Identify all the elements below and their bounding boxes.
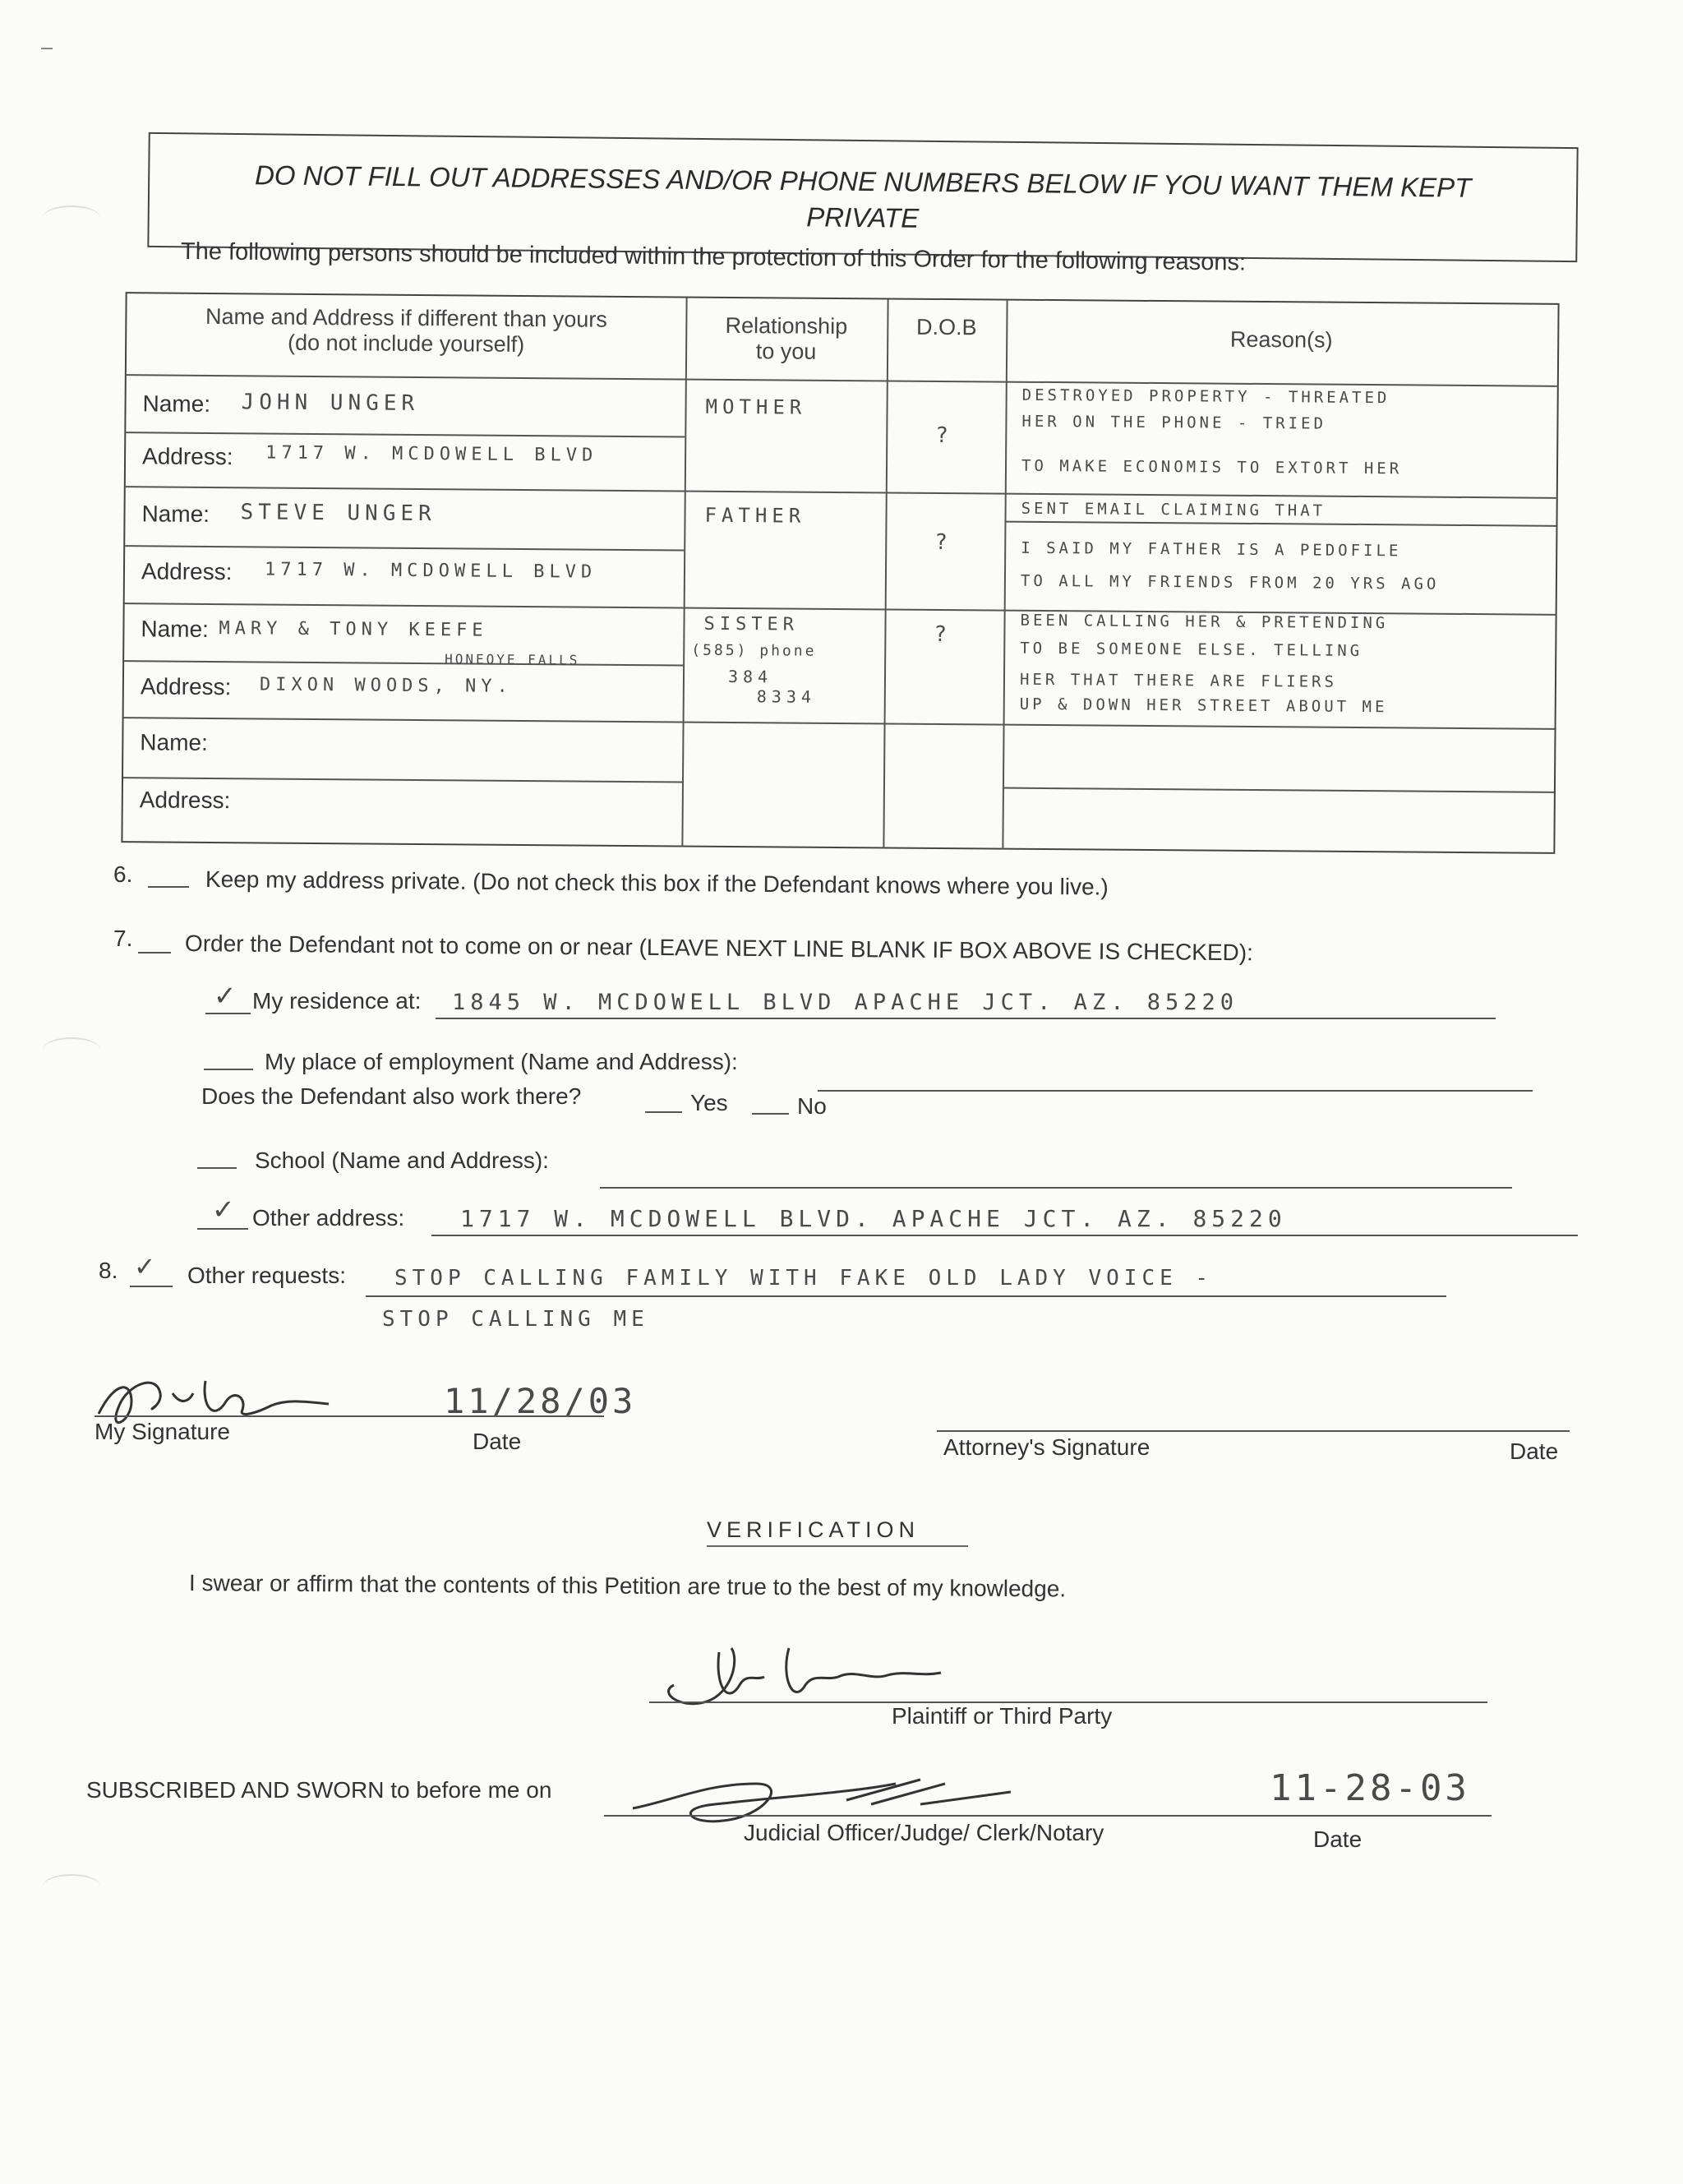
dob-value: ?	[934, 621, 952, 648]
no-line[interactable]	[752, 1113, 789, 1115]
reason-line: TO BE SOMEONE ELSE. TELLING	[1020, 639, 1363, 660]
item-7-checkbox-line[interactable]	[138, 952, 171, 953]
header-name-address: Name and Address if different than yours (do not include yourself)	[205, 303, 607, 357]
privacy-notice-line-2: PRIVATE	[806, 201, 920, 233]
item-6-text: Keep my address private. (Do not check this box if the Defendant knows where you live.)	[205, 866, 1109, 900]
yes-label: Yes	[690, 1090, 728, 1115]
reason-line: HER THAT THERE ARE FLIERS	[1019, 670, 1338, 691]
other-address-label: Other address:	[252, 1205, 405, 1231]
item-6-checkbox-line[interactable]	[148, 886, 189, 888]
name-label: Name:	[142, 390, 211, 417]
relationship-phone-note: (585) phone	[691, 641, 817, 660]
verification-title-underline	[707, 1545, 968, 1547]
yes-line[interactable]	[645, 1111, 682, 1113]
scan-mark	[41, 48, 53, 49]
reason-line: HER ON THE PHONE - TRIED	[1021, 412, 1327, 433]
relationship-value: FATHER	[704, 503, 806, 528]
protected-person-address: 1717 W. MCDOWELL BLVD	[264, 559, 597, 583]
protection-intro: The following persons should be included within the protection of this Order for the following reasons:	[180, 238, 1247, 276]
my-signature-line[interactable]	[95, 1415, 604, 1417]
judicial-officer-label: Judicial Officer/Judge/ Clerk/Notary	[744, 1820, 1104, 1845]
protected-person-address: 1717 W. MCDOWELL BLVD	[265, 442, 598, 466]
item-8-check-line[interactable]	[130, 1286, 173, 1287]
relationship-phone-part: 384	[727, 666, 773, 687]
name-label: Name:	[140, 729, 208, 755]
residence-check-mark: ✓	[215, 977, 239, 1013]
protected-person-name: JOHN UNGER	[241, 390, 420, 416]
other-address-check-mark: ✓	[214, 1190, 237, 1226]
judicial-signature-line[interactable]	[604, 1815, 1492, 1817]
employment-label: My place of employment (Name and Address):	[265, 1049, 738, 1074]
other-address-check-line[interactable]	[197, 1228, 248, 1230]
no-label: No	[797, 1093, 827, 1119]
privacy-notice-line-1: DO NOT FILL OUT ADDRESSES AND/OR PHONE NUMBERS BELOW IF YOU WANT THEM KEPT	[254, 159, 1472, 203]
my-signature-date-label: Date	[473, 1429, 522, 1454]
dob-value: ?	[934, 529, 953, 556]
reason-line: I SAID MY FATHER IS A PEDOFILE	[1021, 538, 1402, 561]
protected-persons-table	[121, 292, 1559, 854]
name-label: Name:	[141, 501, 210, 527]
relationship-phone-part: 8334	[756, 686, 817, 707]
work-question: Does the Defendant also work there?	[201, 1083, 582, 1109]
other-address-line[interactable]	[431, 1235, 1578, 1236]
relationship-value: SISTER	[703, 613, 800, 635]
other-requests-line[interactable]	[366, 1295, 1446, 1297]
school-line[interactable]	[600, 1187, 1512, 1189]
protected-person-name: MARY & TONY KEEFE	[219, 618, 488, 641]
protected-person-address: DIXON WOODS, NY.	[259, 674, 513, 697]
item-7-text: Order the Defendant not to come on or near (LEAVE NEXT LINE BLANK IF BOX ABOVE IS CHECKED):	[184, 930, 1254, 966]
dob-value: ?	[935, 422, 954, 449]
name-label: Name:	[141, 616, 210, 642]
item-6-number: 6.	[113, 861, 133, 887]
residence-value: 1845 W. MCDOWELL BLVD APACHE JCT. AZ. 85220	[452, 990, 1238, 1015]
address-label: Address:	[140, 673, 232, 700]
signed-date: 11/28/03	[444, 1381, 637, 1421]
subscribed-sworn-label: SUBSCRIBED AND SWORN to before me on	[86, 1777, 552, 1803]
plaintiff-label: Plaintiff or Third Party	[892, 1703, 1113, 1729]
address-label: Address:	[141, 558, 233, 585]
employment-check-line[interactable]	[204, 1069, 253, 1070]
verification-title: VERIFICATION	[707, 1517, 920, 1542]
school-check-line[interactable]	[197, 1167, 237, 1169]
verification-statement: I swear or affirm that the contents of this Petition are true to the best of my knowledge.	[188, 1570, 1067, 1602]
my-signature-label: My Signature	[95, 1419, 230, 1444]
other-requests-value-line-1: STOP CALLING FAMILY WITH FAKE OLD LADY VOICE -	[394, 1266, 1214, 1291]
reason-line: TO ALL MY FRIENDS FROM 20 YRS AGO	[1020, 571, 1440, 593]
attorney-signature-label: Attorney's Signature	[943, 1434, 1150, 1460]
reason-line: DESTROYED PROPERTY - THREATED	[1021, 386, 1390, 408]
residence-line[interactable]	[436, 1018, 1496, 1019]
school-label: School (Name and Address):	[255, 1147, 549, 1173]
attorney-date-label: Date	[1510, 1438, 1559, 1464]
address-label: Address:	[141, 443, 233, 470]
sworn-date: 11-28-03	[1270, 1767, 1470, 1809]
residence-label: My residence at:	[252, 988, 422, 1014]
other-address-value: 1717 W. MCDOWELL BLVD. APACHE JCT. AZ. 85220	[460, 1205, 1287, 1232]
protected-person-address-note: HONEOYE FALLS	[445, 651, 580, 668]
sworn-date-label: Date	[1313, 1826, 1363, 1852]
other-requests-value-line-2: STOP CALLING ME	[382, 1307, 649, 1332]
reason-line: TO MAKE ECONOMIS TO EXTORT HER	[1021, 456, 1403, 478]
header-dob: D.O.B	[915, 314, 977, 340]
other-requests-label: Other requests:	[187, 1263, 346, 1288]
protected-person-name: STEVE UNGER	[240, 500, 436, 527]
hole-punch-mark	[43, 1037, 100, 1062]
hole-punch-mark	[43, 205, 100, 230]
item-8-number: 8.	[99, 1258, 118, 1283]
header-relationship: Relationship to you	[725, 312, 848, 364]
relationship-value: MOTHER	[705, 395, 807, 419]
employment-line[interactable]	[818, 1090, 1533, 1092]
residence-check-line[interactable]	[205, 1013, 251, 1014]
item-8-check-mark: ✓	[136, 1249, 159, 1283]
item-7-number: 7.	[113, 926, 133, 951]
attorney-signature-line[interactable]	[937, 1430, 1570, 1432]
reason-line: SENT EMAIL CLAIMING THAT	[1021, 499, 1326, 520]
hole-punch-mark	[43, 1874, 100, 1899]
address-label: Address:	[139, 787, 231, 814]
reason-line: BEEN CALLING HER & PRETENDING	[1020, 611, 1389, 633]
reason-line: UP & DOWN HER STREET ABOUT ME	[1019, 695, 1388, 717]
header-reasons: Reason(s)	[1229, 326, 1333, 353]
